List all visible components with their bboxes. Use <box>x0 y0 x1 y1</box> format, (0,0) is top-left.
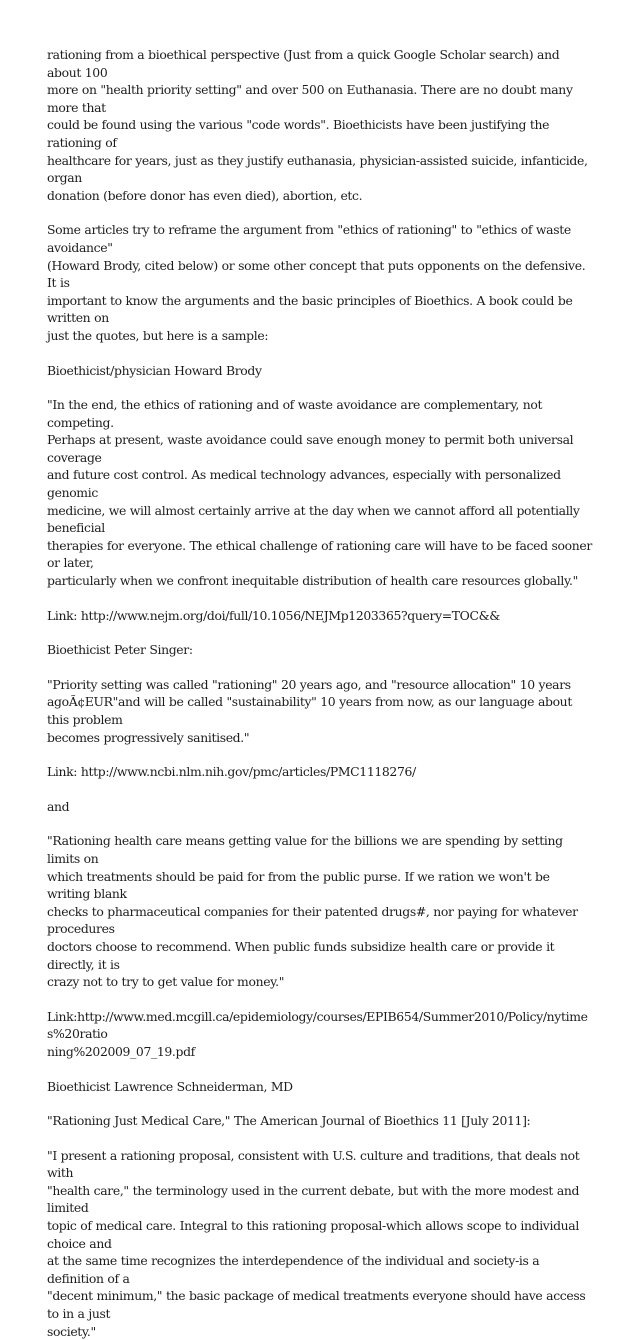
singer-quote-2: "Rationing health care means getting value for the billions we are spending by setting limits on which treatments should be paid for from the public purse. If we ration we won't be writing blank checks to pharmaceutical companies for their patented drugs#, nor paying for whatever procedures doctors choose to recommend. When public funds subsidize health care or provide it directly, it is crazy not to try to get value for money." <box>47 833 578 990</box>
schneiderman-heading: Bioethicist Lawrence Schneiderman, MD <box>47 1078 293 1094</box>
schneiderman-quote: "I present a rationing proposal, consistent with U.S. culture and traditions, that deals not with "health care," the terminology used in the current debate, but with the more modest and limited topic of medical care. Integral to this rationing proposal-which allows scope to individual choice and at the same time recognizes the interdependence of the individual and society-is a definition of a "decent minimum," the basic package of medical treatments everyone should have access to in a just society." <box>47 1147 586 1339</box>
singer-quote-1: "Priority setting was called "rationing" 20 years ago, and "resource allocation" 10 years agoÃ¢EUR"and will be called "sustainability" 10 years from now, as our language about this problem becomes progressively sanitised." <box>47 676 572 745</box>
brody-quote: "In the end, the ethics of rationing and of waste avoidance are complementary, not competing. Perhaps at present, waste avoidance could save enough money to permit both universal coverage and future cost control. As medical technology advances, especially with personalized genomic medicine, we will almost certainly arrive at the day when we cannot afford all potentially beneficial therapies for everyone. The ethical challenge of rationing care will have to be faced sooner or later, particularly when we confront inequitable distribution of health care resources globally." <box>47 397 592 589</box>
intro-paragraph: rationing from a bioethical perspective (Just from a quick Google Scholar search) and about 100 more on "health priority setting" and over 500 on Euthanasia. There are no doubt many more that could be found using the various "code words". Bioethicists have been justifying the rationing of healthcare for years, just as they justify euthanasia, physician-assisted suicide, infanticide, organ donation (before donor has even died), abortion, etc. <box>47 47 588 203</box>
brody-link: Link: http://www.nejm.org/doi/full/10.1056/NEJMp1203365?query=TOC&& <box>47 607 500 623</box>
singer-link-1: Link: http://www.ncbi.nlm.nih.gov/pmc/articles/PMC1118276/ <box>47 764 416 780</box>
reframe-paragraph: Some articles try to reframe the argument from "ethics of rationing" to "ethics of waste avoidance" (Howard Brody, cited below) or some other concept that puts opponents on the defensive. It is important to know the arguments and the basic principles of Bioethics. A book could be written on just the quotes, but here is a sample: <box>47 222 586 343</box>
singer-heading: Bioethicist Peter Singer: <box>47 642 193 658</box>
schneiderman-citation: "Rationing Just Medical Care," The American Journal of Bioethics 11 [July 2011]: <box>47 1113 531 1129</box>
singer-link-2: Link:http://www.med.mcgill.ca/epidemiology/courses/EPIB654/Summer2010/Policy/nytimes%20ratio ning%202009_07_19.pdf <box>47 1008 588 1059</box>
brody-heading: Bioethicist/physician Howard Brody <box>47 362 262 378</box>
connector-and: and <box>47 798 70 814</box>
